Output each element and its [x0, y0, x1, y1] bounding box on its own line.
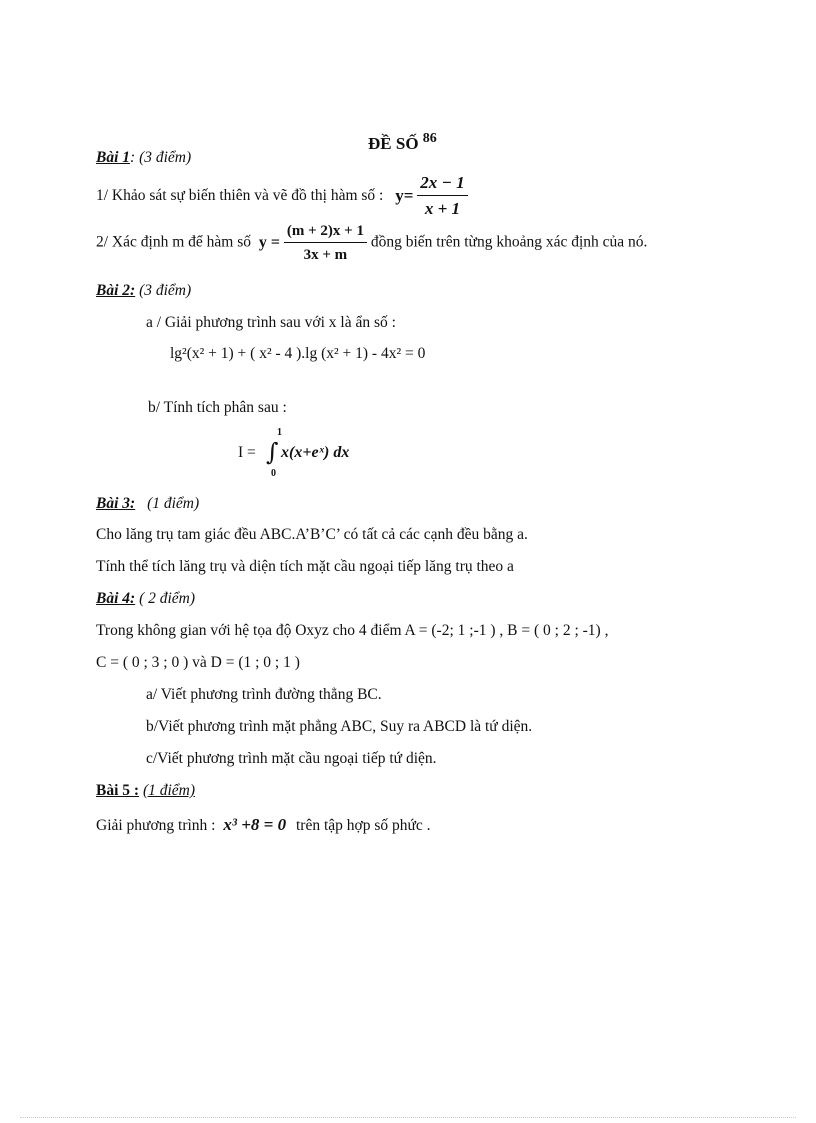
- bai1-q2: [96, 222, 647, 264]
- bai1-q1-lhs: y=: [395, 186, 414, 206]
- bai1-q2-denominator: 3x + m: [303, 247, 348, 263]
- integral-upper-limit: 1: [277, 427, 282, 438]
- bai4-heading: Bài 4:: [96, 590, 136, 607]
- bai1-q2-lhs: y =: [258, 234, 280, 252]
- bai1-q2-numerator: (m + 2)x + 1: [284, 222, 367, 243]
- bai2-a-text: a / Giải phương trình sau với x là ẩn số :: [146, 314, 396, 331]
- bai2-a-equation: lg²(x² + 1) + ( x² - 4 ).lg (x² + 1) - 4x² = 0: [170, 345, 426, 362]
- bai2-b-text: b/ Tính tích phân sau :: [148, 399, 287, 416]
- bai4-score: ( 2 điểm): [139, 590, 196, 607]
- bai2-header: [96, 282, 191, 301]
- bai2-score: (3 điểm): [139, 282, 192, 299]
- bai4-line2: C = ( 0 ; 3 ; 0 ) và D = (1 ; 0 ; 1 ): [96, 654, 300, 671]
- bai3-heading: Bài 3:: [96, 495, 136, 512]
- bai1-q2-fraction: [284, 222, 367, 264]
- bai3-header: [96, 495, 199, 514]
- bai4-a: a/ Viết phương trình đường thẳng BC.: [146, 686, 382, 703]
- integral-lower-limit: 0: [271, 468, 276, 479]
- bai1-q1-denominator: x + 1: [424, 199, 461, 219]
- bai5-score: (1 điểm): [142, 782, 196, 799]
- bai2-heading: Bài 2:: [96, 282, 136, 299]
- integral-sign-icon: ∫: [266, 438, 279, 466]
- bai1-q1-numerator: 2x − 1: [417, 173, 467, 196]
- bai3-line1: Cho lăng trụ tam giác đều ABC.A’B’C’ có tất cả các cạnh đều bằng a.: [96, 526, 528, 543]
- title-number: 86: [422, 131, 437, 146]
- bai5-text: Giải phương trình :: [96, 817, 216, 834]
- bai1-heading: Bài 1: [96, 149, 131, 166]
- page-title: [368, 131, 437, 154]
- bai4-line1: Trong không gian với hệ tọa độ Oxyz cho 4 điểm A = (-2; 1 ;-1 ) , B = ( 0 ; 2 ; -1) ,: [96, 622, 609, 639]
- bai1-q1-text: 1/ Khảo sát sự biến thiên và vẽ đồ thị hàm số :: [96, 187, 384, 205]
- bai4-header: [96, 590, 195, 609]
- bai4-c: c/Viết phương trình mặt cầu ngoại tiếp tứ diện.: [146, 750, 437, 767]
- bai5-equation: x³ +8 = 0: [223, 815, 287, 834]
- bai5-line: [96, 815, 431, 836]
- bai1-q2-text: 2/ Xác định m để hàm số: [96, 233, 251, 251]
- bai5-header: [96, 782, 195, 801]
- bai1-q2-tail: đồng biến trên từng khoảng xác định của nó.: [370, 233, 648, 251]
- title-main: ĐỀ SỐ: [368, 134, 419, 153]
- bai1-score: : (3 điểm): [130, 149, 192, 166]
- bai4-b: b/Viết phương trình mặt phẳng ABC, Suy ra ABCD là tứ diện.: [146, 718, 533, 735]
- integrand: x(x+eˣ) dx: [281, 444, 350, 461]
- integral-lhs: I =: [238, 444, 256, 461]
- bai1-q1: [96, 173, 468, 220]
- page-bottom-edge: [20, 1117, 796, 1118]
- bai1-header: [96, 149, 191, 168]
- bai3-line2: Tính thể tích lăng trụ và diện tích mặt cầu ngoại tiếp lăng trụ theo a: [96, 558, 514, 575]
- bai3-score: (1 điểm): [147, 495, 200, 512]
- bai5-heading: Bài 5 :: [96, 782, 140, 799]
- bai1-q1-fraction: [417, 173, 467, 220]
- bai5-tail: trên tập hợp số phức .: [295, 817, 431, 834]
